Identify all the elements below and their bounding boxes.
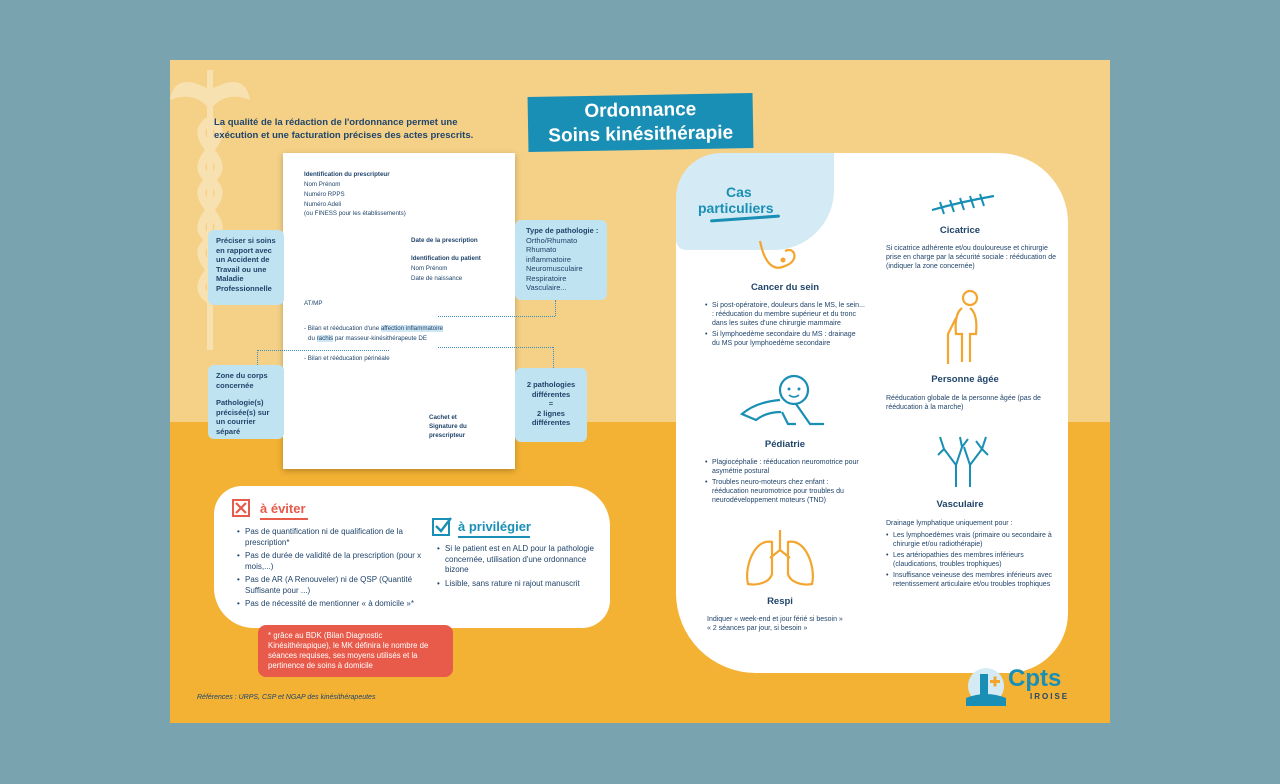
cpts-logo	[964, 666, 1079, 706]
list-item: • Lisible, sans rature ni rajout manuscrit	[445, 579, 611, 590]
title-line1: Ordonnance	[584, 99, 697, 122]
prescription-sheet	[283, 153, 515, 469]
cicatrice-text: Si cicatrice adhérente et/ou douloureuse et chirurgie prise en charge par la sécurité sociale : rééducation de (indiquer la zone concernée)	[886, 245, 1057, 270]
scar-icon	[930, 192, 996, 216]
respi-text	[707, 615, 872, 633]
caduceus-icon	[170, 60, 280, 360]
list-item: • Les lymphoedèmes vrais (primaire ou secondaire à chirurgie et/ou radiothérapie)	[893, 531, 1061, 549]
prescriber-title: Identification du prescripteur	[304, 171, 390, 178]
note-pathology-text: Pathologie(s) précisée(s) sur un courrier séparé	[216, 398, 270, 436]
note-atmp: Préciser si soins en rapport avec un Accident de Travail ou une Maladie Professionnelle	[208, 230, 284, 305]
patient-title: Identification du patient	[411, 255, 481, 262]
line1-text: - Bilan et rééducation d'une	[304, 325, 381, 332]
logo-sub: IROISE	[1030, 692, 1070, 701]
list-item: • Insuffisance veineuse des membres inférieurs avec retentissement articulaire et/ou troubles trophiques	[893, 571, 1061, 589]
avoid-underline	[260, 518, 308, 520]
equals-text: =	[548, 399, 554, 408]
note-zone	[208, 365, 284, 439]
title-line2: Soins kinésithérapie	[548, 122, 734, 147]
list-item: • Si post-opératoire, douleurs dans le MS, le sein... : rééducation du membre supérieur et du tronc dans les suites d'une chirurgie mammaire	[712, 301, 865, 328]
two-lines-text: 2 lignes différentes	[531, 408, 571, 427]
cas-title-line1: Cas	[726, 184, 752, 200]
connector	[257, 350, 389, 351]
intro-text: La qualité de la rédaction de l'ordonnance permet une exécution et une facturation précises des actes prescrits.	[214, 117, 474, 141]
pathology-item: Ortho/Rhumato	[526, 235, 578, 245]
avoid-list	[237, 527, 430, 613]
rpps-number: Numéro RPPS	[304, 191, 345, 198]
cas-title-line2: particuliers	[698, 200, 774, 216]
line2-highlight: rachis	[316, 335, 334, 342]
baby-crawling-icon	[736, 372, 832, 432]
lungs-icon	[742, 528, 818, 590]
line2-text-end: par masseur-kinésithérapeute DE	[333, 335, 428, 342]
list-item: • Pas de nécessité de mentionner « à domicile »*	[245, 599, 430, 610]
page-title	[528, 93, 754, 152]
pathology-item: Respiratoire	[526, 273, 567, 283]
note-zone-text: Zone du corps concernée	[216, 371, 268, 390]
birth-date: Date de naissance	[411, 275, 463, 282]
list-item: • Pas de AR (A Renouveler) ni de QSP (Quantité Suffisante pour ...)	[245, 575, 430, 596]
avoid-title: à éviter	[260, 501, 306, 516]
line2-text: du	[308, 335, 317, 342]
pediatrie-text	[705, 458, 865, 507]
prefer-underline	[458, 536, 530, 538]
bdk-note: * grâce au BDK (Bilan Diagnostic Kinésithérapique), le MK définira le nombre de séances requises, ses moyens utilisés et la pertinence de soins à domicile	[258, 625, 453, 677]
connector	[438, 316, 555, 317]
list-item: • Pas de durée de validité de la prescription (pour x mois,...)	[245, 551, 430, 572]
list-item: • Troubles neuro-moteurs chez enfant : rééducation neuromotrice pour troubles du neurodéveloppement moteurs (TND)	[712, 478, 865, 505]
references: Références : URPS, CSP et NGAP des kinésithérapeutes	[197, 694, 376, 701]
list-item: • Les artériopathies des membres inférieurs (claudications, troubles trophiques)	[893, 551, 1061, 569]
vasculaire-intro: Drainage lymphatique uniquement pour :	[886, 520, 1013, 527]
connector	[257, 350, 258, 365]
breast-ribbon-icon	[755, 236, 805, 276]
connector	[438, 347, 553, 348]
prefer-list	[437, 544, 611, 592]
poster	[170, 60, 1110, 723]
prescriber-name: Nom Prénom	[304, 181, 341, 188]
vascular-icon	[936, 435, 990, 489]
elderly-person-icon	[940, 288, 990, 366]
cancer-text	[705, 301, 865, 350]
list-item: • Plagiocéphalie : rééducation neuromotrice pour asymétrie postural	[712, 458, 865, 476]
check-box-icon	[432, 516, 452, 536]
special-cases-title	[698, 184, 773, 216]
list-item: • Si le patient est en ALD pour la pathologie concernée, utilisation d'une ordonnance bizone	[445, 544, 611, 576]
prescription-date: Date de la prescription	[411, 237, 478, 244]
cancer-title: Cancer du sein	[750, 282, 820, 293]
list-item: • Pas de quantification ni de qualification de la prescription*	[245, 527, 430, 548]
pathology-item: Rhumato inflammatoire	[526, 245, 572, 264]
pathology-type-list	[526, 236, 599, 293]
personne-text: Rééducation globale de la personne âgée (pas de rééducation à la marche)	[886, 395, 1041, 411]
pediatrie-title: Pédiatrie	[764, 439, 806, 450]
note-two-lines	[515, 368, 587, 442]
pathology-type-title: Type de pathologie :	[526, 226, 599, 235]
connector	[553, 347, 554, 368]
atmp-label: AT/MP	[304, 300, 323, 307]
line1-highlight: affection inflammatoire	[380, 325, 443, 332]
logo-name: Cpts	[1008, 665, 1062, 692]
pathology-item: Neuromusculaire	[526, 264, 583, 273]
prescription-line2	[308, 334, 427, 343]
prescription-line3: - Bilan et rééducation périnéale	[304, 355, 390, 362]
prescription-line1	[304, 324, 443, 333]
cross-box-icon	[232, 499, 250, 517]
respi-line2: « 2 séances par jour, si besoin »	[707, 625, 808, 632]
list-item: • Si lymphoedème secondaire du MS : drainage du MS pour lymphoedème secondaire	[712, 330, 865, 348]
respi-title: Respi	[767, 596, 793, 607]
adeli-number: Numéro Adeli	[304, 201, 342, 208]
respi-line1: Indiquer « week-end et jour férié si besoin »	[707, 616, 843, 623]
personne-title: Personne âgée	[931, 374, 999, 385]
two-pathologies-text: 2 pathologies différentes	[526, 380, 576, 399]
note-pathology-type	[515, 220, 607, 300]
vasculaire-text	[886, 519, 1061, 591]
patient-name: Nom Prénom	[411, 265, 448, 272]
cicatrice-title: Cicatrice	[939, 225, 981, 236]
prefer-title: à privilégier	[458, 519, 531, 534]
vasculaire-title: Vasculaire	[936, 499, 984, 510]
signature-label: Cachet et Signature du prescripteur	[429, 414, 467, 439]
avoid-prefer-panel	[214, 486, 610, 628]
connector	[555, 300, 556, 316]
lighthouse-icon	[964, 666, 1008, 706]
pathology-item: Vasculaire...	[526, 283, 567, 292]
finess-number: (ou FINESS pour les établissements)	[304, 210, 406, 217]
